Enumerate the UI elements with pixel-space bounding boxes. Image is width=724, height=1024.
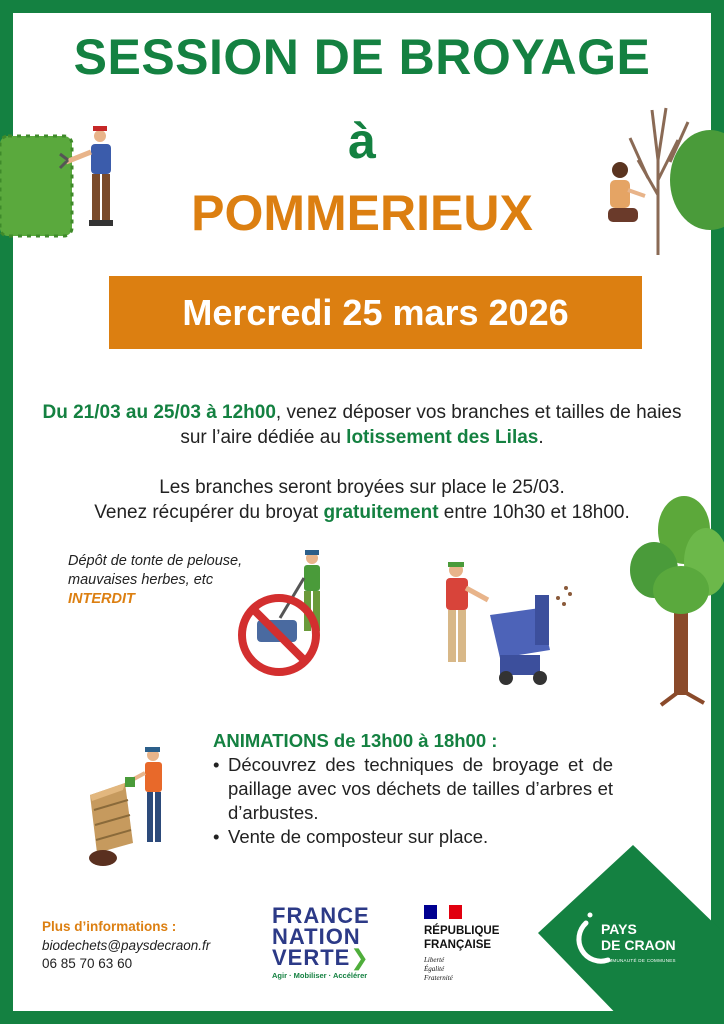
contact-email[interactable]: biodechets@paysdecraon.fr: [42, 937, 211, 953]
france-nation-verte-logo: [272, 905, 382, 980]
forbidden-notice: [68, 552, 242, 609]
tree-icon: [630, 496, 724, 705]
french-flag-icon: [424, 905, 462, 919]
compost-bin-icon: [89, 783, 133, 866]
pays-de-craon-logo: [601, 921, 676, 969]
contact-heading: Plus d’informations :: [42, 919, 177, 934]
forbidden-line2: mauvaises herbes, etc: [68, 572, 214, 588]
drop-off-text: , venez déposer vos branches et tailles de haies sur l’aire dédiée au: [180, 402, 682, 448]
contact-info: [42, 918, 210, 974]
collection-line: [40, 500, 684, 525]
pdc-sub: COMMUNAUTÉ DE COMMUNES: [601, 958, 676, 963]
animations-section: [213, 729, 613, 849]
fnv-line2: NATION: [272, 924, 361, 949]
fnv-line3: VERTE❯: [272, 945, 370, 970]
rf-name: RÉPUBLIQUE FRANÇAISE: [424, 925, 500, 951]
composting-illustration: [85, 745, 180, 870]
drop-off-location: lotissement des Lilas: [346, 427, 539, 448]
bullet: •: [213, 754, 220, 775]
fnv-tagline: Agir · Mobiliser · Accélérer: [272, 971, 368, 980]
drop-off-paragraph: [40, 400, 684, 450]
no-mower-illustration: [232, 548, 337, 683]
shredding-date-line: Les branches seront broyées sur place le 25/03.: [159, 477, 565, 498]
list-item-text: Vente de composteur sur place.: [228, 826, 489, 847]
shredder-machine-icon: [490, 586, 572, 685]
free-highlight: gratuitement: [323, 502, 439, 523]
date-banner: Mercredi 25 mars 2026: [109, 276, 642, 349]
shredder-operator-icon: [446, 562, 488, 662]
drop-off-end: .: [538, 427, 544, 448]
rf-motto: Liberté Égalité Fraternité: [424, 956, 453, 982]
bullet: •: [213, 826, 220, 847]
forbidden-line1: Dépôt de tonte de pelouse,: [68, 553, 243, 569]
collection-text-before: Venez récupérer du broyat: [94, 502, 324, 523]
title-line2: à: [348, 113, 376, 169]
tree-pruning-illustration: [600, 100, 724, 260]
hedge-trimming-illustration: [0, 118, 125, 243]
list-item: [213, 753, 613, 825]
republique-francaise-logo: [424, 905, 534, 983]
title-location: POMMERIEUX: [191, 185, 533, 241]
pdc-line1: PAYS: [601, 921, 637, 937]
prohibited-icon: [242, 598, 316, 672]
fnv-line1: FRANCE: [272, 903, 370, 928]
fnv-arrow-icon: ❯: [350, 945, 370, 970]
pdc-line2: DE CRAON: [601, 937, 676, 953]
collection-text-after: entre 10h30 et 18h00.: [438, 502, 630, 523]
title-line1: SESSION DE BROYAGE: [73, 29, 651, 85]
contact-phone: 06 85 70 63 60: [42, 956, 133, 971]
drop-off-period: Du 21/03 au 25/03 à 12h00: [42, 402, 276, 423]
kneeling-gardener-icon: [608, 162, 645, 222]
shredder-illustration: [440, 560, 580, 695]
animations-heading: ANIMATIONS de 13h00 à 18h00 :: [213, 730, 498, 751]
collection-paragraph: [40, 475, 684, 525]
forbidden-label: INTERDIT: [68, 591, 135, 607]
tree-illustration: [616, 490, 724, 715]
list-item-text: Découvrez des techniques de broyage et de paillage avec vos déchets de tailles d’arbres et d’arbustes.: [228, 754, 613, 823]
hedge-icon: [0, 136, 72, 236]
